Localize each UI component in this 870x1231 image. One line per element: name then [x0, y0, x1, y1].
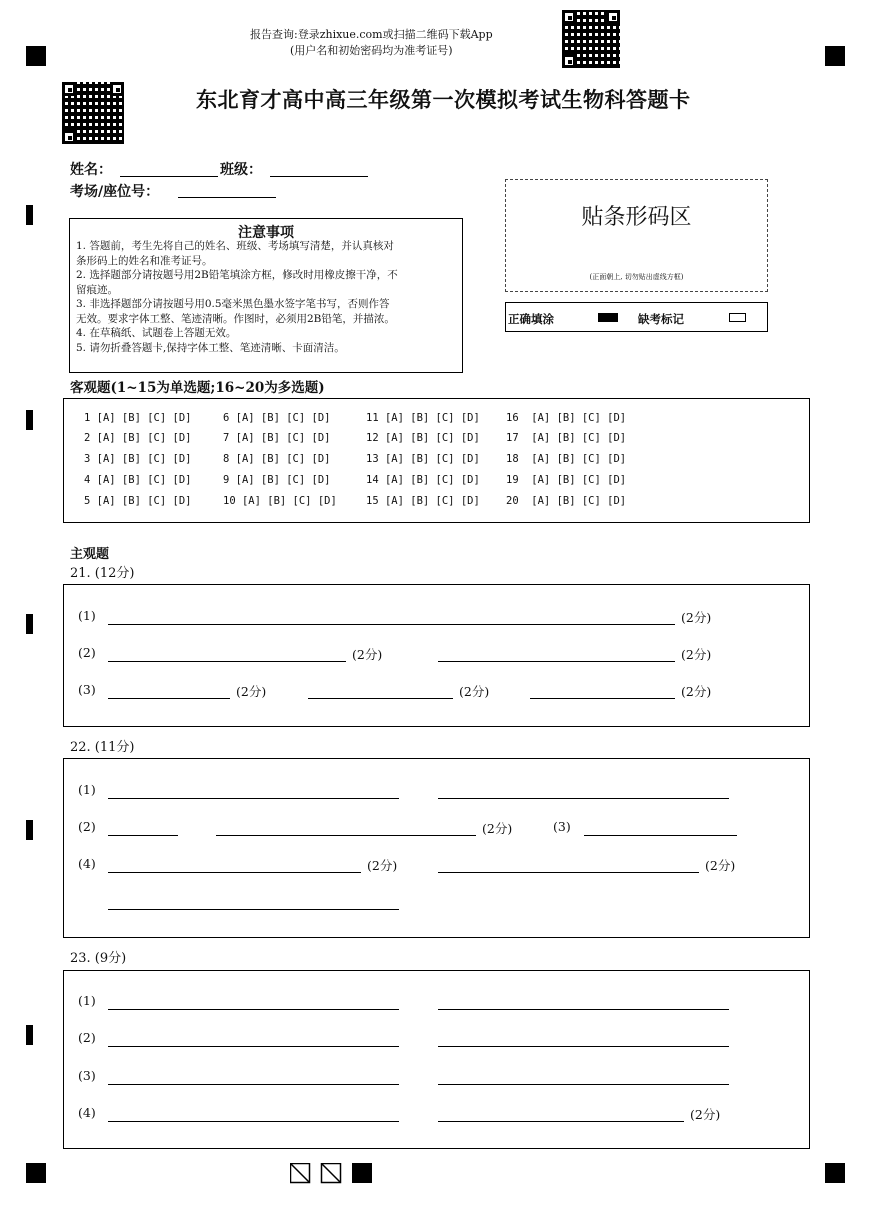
q23-answer-line[interactable] [438, 1084, 729, 1085]
choice-row-6[interactable]: 6 [A] [B] [C] [D] [223, 412, 331, 424]
timing-mark [26, 1025, 33, 1045]
q21-score: (2分) [236, 684, 267, 699]
fill-legend [505, 302, 768, 332]
q23-answer-line[interactable] [438, 1121, 684, 1122]
timing-mark [26, 205, 33, 225]
q21-score: (2分) [681, 610, 712, 625]
choice-row-11[interactable]: 11 [A] [B] [C] [D] [366, 412, 480, 424]
q23-answer-line[interactable] [108, 1046, 399, 1047]
q22-part-2-label: (2) [78, 819, 96, 834]
page-title: 东北育才高中高三年级第一次模拟考试生物科答题卡 [196, 87, 691, 112]
notice-line: 3. 非选择题部分请按题号用0.5毫米黑色墨水签字笔书写，否则作答 [76, 298, 390, 310]
choice-row-9[interactable]: 9 [A] [B] [C] [D] [223, 474, 331, 486]
timing-mark [26, 820, 33, 840]
notice-box [69, 218, 463, 373]
timing-mark [26, 614, 33, 634]
choice-row-19[interactable]: 19 [A] [B] [C] [D] [506, 474, 627, 486]
choice-row-1[interactable]: 1 [A] [B] [C] [D] [84, 412, 192, 424]
absent-mark-box[interactable] [729, 313, 746, 322]
registration-mark-top-right [825, 46, 845, 66]
choice-row-15[interactable]: 15 [A] [B] [C] [D] [366, 495, 480, 507]
q23-part-1-label: (1) [78, 993, 96, 1008]
q21-answer-line[interactable] [308, 698, 453, 699]
q22-score: (2分) [367, 858, 398, 873]
q23-answer-line[interactable] [438, 1046, 729, 1047]
barcode-title: 贴条形码区 [581, 205, 692, 230]
choice-row-12[interactable]: 12 [A] [B] [C] [D] [366, 432, 480, 444]
report-query-text: 报告查询:登录zhixue.com或扫描二维码下载App [250, 28, 493, 41]
question-21-title: 21. (12分) [70, 566, 135, 581]
choice-row-2[interactable]: 2 [A] [B] [C] [D] [84, 432, 192, 444]
registration-mark-bottom-left [26, 1163, 46, 1183]
q23-answer-line[interactable] [108, 1084, 399, 1085]
report-account-hint: (用户名和初始密码均为准考证号) [290, 44, 453, 57]
q22-part-3-label: (3) [553, 819, 571, 834]
absent-mark-label: 缺考标记 [638, 312, 684, 326]
registration-mark-top-left [26, 46, 46, 66]
choice-row-3[interactable]: 3 [A] [B] [C] [D] [84, 453, 192, 465]
class-label: 班级： [220, 162, 262, 178]
notice-line: 留痕迹。 [76, 283, 118, 296]
subjective-heading: 主观题 [70, 547, 110, 562]
question-22-title: 22. (11分) [70, 740, 135, 755]
notice-line: 2. 选择题部分请按题号用2B铅笔填涂方框，修改时用橡皮擦干净，不 [76, 269, 398, 281]
q22-score: (2分) [482, 821, 513, 836]
q22-answer-line[interactable] [438, 872, 699, 873]
choice-row-10[interactable]: 10 [A] [B] [C] [D] [223, 495, 337, 507]
q21-part-3-label: (3) [78, 682, 96, 697]
choice-row-7[interactable]: 7 [A] [B] [C] [D] [223, 432, 331, 444]
notice-line: 无效。要求字体工整、笔迹清晰。作图时，必须用2B铅笔，并描浓。 [76, 312, 395, 325]
q22-answer-line[interactable] [584, 835, 737, 836]
choice-row-5[interactable]: 5 [A] [B] [C] [D] [84, 495, 192, 507]
notice-line: 5. 请勿折叠答题卡,保持字体工整、笔迹清晰、卡面清洁。 [76, 341, 345, 354]
objective-heading: 客观题(1~15为单选题;16~20为多选题) [70, 380, 325, 396]
notice-title: 注意事项 [238, 225, 294, 241]
name-field[interactable] [120, 176, 218, 177]
registration-mark-bottom-right [825, 1163, 845, 1183]
student-qr-code [62, 82, 124, 144]
q22-part-1-label: (1) [78, 782, 96, 797]
class-field[interactable] [270, 176, 368, 177]
choice-row-13[interactable]: 13 [A] [B] [C] [D] [366, 453, 480, 465]
question-22-box [63, 758, 810, 938]
choice-row-4[interactable]: 4 [A] [B] [C] [D] [84, 474, 192, 486]
q22-answer-line[interactable] [108, 872, 361, 873]
q21-answer-line[interactable] [108, 661, 346, 662]
q23-part-4-label: (4) [78, 1105, 96, 1120]
q22-part-4-label: (4) [78, 856, 96, 871]
notice-line: 1. 答题前，考生先将自己的姓名、班级、考场填写清楚，并认真核对 [76, 240, 394, 252]
name-label: 姓名： [70, 162, 112, 178]
q23-part-2-label: (2) [78, 1030, 96, 1045]
seat-label: 考场/座位号： [70, 184, 160, 200]
q23-score: (2分) [690, 1107, 721, 1122]
q23-part-3-label: (3) [78, 1068, 96, 1083]
choice-row-16[interactable]: 16 [A] [B] [C] [D] [506, 412, 627, 424]
q21-part-2-label: (2) [78, 645, 96, 660]
q21-part-1-label: (1) [78, 608, 96, 623]
q21-score: (2分) [681, 647, 712, 662]
q21-answer-line[interactable] [530, 698, 675, 699]
choice-row-8[interactable]: 8 [A] [B] [C] [D] [223, 453, 331, 465]
choice-row-17[interactable]: 17 [A] [B] [C] [D] [506, 432, 627, 444]
choice-row-18[interactable]: 18 [A] [B] [C] [D] [506, 453, 627, 465]
choice-row-20[interactable]: 20 [A] [B] [C] [D] [506, 495, 627, 507]
q22-answer-line[interactable] [216, 835, 476, 836]
q23-answer-line[interactable] [108, 1121, 399, 1122]
q22-answer-line[interactable] [108, 909, 399, 910]
q22-answer-line[interactable] [108, 798, 399, 799]
app-qr-code[interactable] [562, 10, 620, 68]
barcode-area [505, 179, 768, 292]
q21-score: (2分) [352, 647, 383, 662]
timing-mark [26, 410, 33, 430]
q22-score: (2分) [705, 858, 736, 873]
page-id-marks [290, 1163, 374, 1185]
q23-answer-line[interactable] [438, 1009, 729, 1010]
correct-fill-label: 正确填涂 [508, 312, 554, 326]
choice-row-14[interactable]: 14 [A] [B] [C] [D] [366, 474, 480, 486]
q22-answer-line[interactable] [108, 835, 178, 836]
q23-answer-line[interactable] [108, 1009, 399, 1010]
q21-answer-line[interactable] [438, 661, 675, 662]
q21-score: (2分) [681, 684, 712, 699]
q21-score: (2分) [459, 684, 490, 699]
correct-fill-sample [598, 313, 618, 322]
seat-field[interactable] [178, 197, 276, 198]
q21-answer-line[interactable] [108, 698, 230, 699]
notice-line: 4. 在草稿纸、试题卷上答题无效。 [76, 327, 237, 339]
q21-answer-line[interactable] [108, 624, 675, 625]
question-23-title: 23. (9分) [70, 951, 127, 966]
notice-line: 条形码上的姓名和准考证号。 [76, 254, 213, 267]
q22-answer-line[interactable] [438, 798, 729, 799]
barcode-note: (正面朝上, 切勿贴出虚线方框) [589, 273, 684, 281]
